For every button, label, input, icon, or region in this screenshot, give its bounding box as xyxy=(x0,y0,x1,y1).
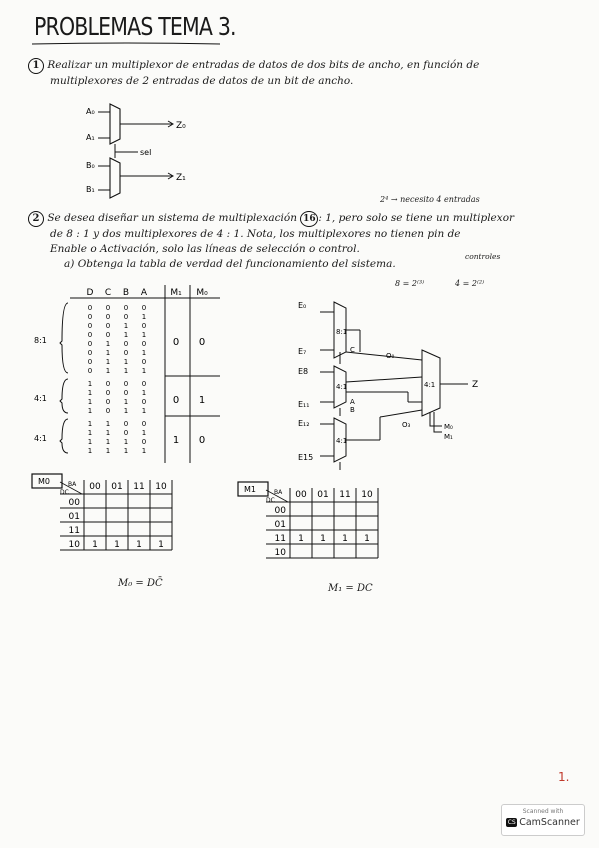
annotation-8: 8 = 2⁽³⁾ xyxy=(395,279,425,288)
truth-cell: 0 xyxy=(123,420,129,428)
kmap-m1-col-header: 00 xyxy=(295,490,307,500)
truth-cell: 1 xyxy=(105,447,111,455)
truth-cell: 1 xyxy=(105,349,111,357)
kmap-m0-cell: 1 xyxy=(136,540,142,550)
label-e12: E₁₂ xyxy=(298,419,310,428)
truth-cell: 0 xyxy=(105,331,111,339)
label-o3: O₃ xyxy=(402,421,411,429)
mux-2to1-top xyxy=(110,104,120,144)
kmap-m1-tag: M1 xyxy=(244,485,256,494)
truth-cell: 1 xyxy=(87,389,93,397)
truth-cell: 0 xyxy=(87,313,93,321)
problem-2-text xyxy=(28,211,593,272)
kmap-m1-row-header: 01 xyxy=(274,520,286,530)
truth-cell: 0 xyxy=(141,340,147,348)
kmap-m0-corner-top: BA xyxy=(68,481,77,488)
kmap-m0-row-header: 10 xyxy=(68,540,80,550)
label-b0: B₀ xyxy=(86,161,95,170)
kmap-m0-corner-left: DC xyxy=(60,489,69,496)
camscanner-badge xyxy=(501,804,585,836)
truth-cell: 1 xyxy=(141,389,147,397)
truth-cell: 1 xyxy=(105,438,111,446)
kmap-m1-corner-top: BA xyxy=(274,489,283,496)
kmap-m1-corner-left: DC xyxy=(266,497,275,504)
kmap-m1-col-header: 10 xyxy=(361,490,373,500)
kmap-m0-cell: 1 xyxy=(92,540,98,550)
truth-header-2: B xyxy=(122,288,130,298)
truth-cell: 1 xyxy=(141,407,147,415)
truth-cell: 0 xyxy=(141,322,147,330)
truth-cell: 1 xyxy=(123,331,129,339)
kmap-m1-col-header: 01 xyxy=(317,490,329,500)
kmap-m1-row-header: 10 xyxy=(274,548,286,558)
truth-m1-value: 0 xyxy=(172,337,180,348)
truth-cell: 1 xyxy=(87,420,93,428)
truth-m1-value: 1 xyxy=(172,435,180,446)
truth-cell: 0 xyxy=(87,322,93,330)
problem-2-number: 2 xyxy=(28,211,44,227)
truth-cell: 1 xyxy=(123,438,129,446)
kmap-m0-row-header: 00 xyxy=(68,498,80,508)
kmap-m1-cell: 1 xyxy=(342,534,348,544)
label-o0: O₀ xyxy=(386,352,395,360)
problem-2-line-1a: Se desea diseñar un sistema de multiplexación xyxy=(47,212,297,224)
truth-cell: 0 xyxy=(87,349,93,357)
truth-cell: 0 xyxy=(141,380,147,388)
truth-group-label: 4:1 xyxy=(34,394,47,403)
kmap-m0-cell: 1 xyxy=(114,540,120,550)
truth-cell: 1 xyxy=(141,429,147,437)
truth-table xyxy=(30,285,230,469)
kmap-m0-col-header: 11 xyxy=(133,482,145,492)
label-a0: A₀ xyxy=(86,107,95,116)
truth-cell: 1 xyxy=(105,420,111,428)
truth-cell: 0 xyxy=(141,304,147,312)
truth-cell: 0 xyxy=(87,367,93,375)
truth-cell: 0 xyxy=(123,313,129,321)
truth-cell: 0 xyxy=(123,349,129,357)
truth-cell: 1 xyxy=(141,447,147,455)
problem-1-text xyxy=(28,58,588,89)
kmap-m0-cell: 1 xyxy=(158,540,164,550)
truth-header-5: M₀ xyxy=(196,288,208,298)
truth-cell: 0 xyxy=(87,331,93,339)
label-a: A xyxy=(350,398,355,406)
truth-cell: 0 xyxy=(123,340,129,348)
camscanner-logo-icon: CS xyxy=(507,819,516,826)
truth-header-1: C xyxy=(104,288,112,298)
kmap-m0-col-header: 10 xyxy=(155,482,167,492)
truth-cell: 0 xyxy=(105,322,111,330)
page-title: PROBLEMAS TEMA 3. xyxy=(34,12,236,41)
label-e11: E₁₁ xyxy=(298,400,310,409)
truth-cell: 0 xyxy=(123,389,129,397)
kmap-m1-row-header: 11 xyxy=(274,534,286,544)
kmap-m0-col-header: 01 xyxy=(111,482,123,492)
kmap-m0-col-header: 00 xyxy=(89,482,101,492)
annotation-4: 4 = 2⁽²⁾ xyxy=(455,279,485,288)
truth-cell: 0 xyxy=(105,389,111,397)
truth-m1-value: 0 xyxy=(172,395,180,406)
label-m0: M₀ xyxy=(444,423,453,431)
label-b1: B₁ xyxy=(86,185,95,194)
truth-cell: 0 xyxy=(141,438,147,446)
truth-cell: 1 xyxy=(105,340,111,348)
kmap-m1-cell: 1 xyxy=(364,534,370,544)
problem-2-line-1b: : 1, pero solo se tiene un multiplexor xyxy=(318,212,515,224)
truth-m0-value: 0 xyxy=(198,435,206,446)
truth-cell: 0 xyxy=(105,313,111,321)
label-e8: E8 xyxy=(298,367,309,376)
label-z1: Z₁ xyxy=(176,173,186,183)
problem-1-line-2: multiplexores de 2 entradas de datos de un bit de ancho. xyxy=(50,75,354,87)
truth-cell: 1 xyxy=(87,407,93,415)
kmap-m1-grid xyxy=(238,482,378,558)
label-e7: E₇ xyxy=(298,347,307,356)
kmap-m1-cell: 1 xyxy=(298,534,304,544)
truth-cell: 1 xyxy=(141,313,147,321)
truth-header-0: D xyxy=(86,288,94,298)
truth-cell: 1 xyxy=(123,398,129,406)
truth-header-4: M₁ xyxy=(170,288,182,298)
mux-2to1-bottom xyxy=(110,158,120,198)
kmap-m0-grid xyxy=(32,474,172,550)
truth-cell: 1 xyxy=(141,367,147,375)
label-e15: E15 xyxy=(298,453,314,462)
truth-header-3: A xyxy=(140,288,148,298)
truth-cell: 1 xyxy=(141,349,147,357)
truth-cell: 0 xyxy=(105,398,111,406)
truth-cell: 1 xyxy=(87,438,93,446)
truth-cell: 0 xyxy=(141,398,147,406)
problem-1-line-1: Realizar un multiplexor de entradas de datos de dos bits de ancho, en función de xyxy=(47,59,480,71)
label-m1: M₁ xyxy=(444,433,453,441)
truth-cell: 0 xyxy=(105,304,111,312)
label-mux-4to1-final: 4:1 xyxy=(424,381,436,389)
truth-cell: 1 xyxy=(123,407,129,415)
annotation-controles: controles xyxy=(465,252,501,261)
kmap-m1-cell: 1 xyxy=(320,534,326,544)
truth-cell: 0 xyxy=(123,429,129,437)
title-underline xyxy=(32,42,222,46)
truth-cell: 0 xyxy=(87,304,93,312)
kmap-m0-result: M₀ = DC̄ xyxy=(118,578,163,589)
problem-2-line-2: de 8 : 1 y dos multiplexores de 4 : 1. Nota, los multiplexores no tienen pin de xyxy=(50,228,461,240)
truth-cell: 0 xyxy=(123,304,129,312)
scanner-line-1: Scanned with xyxy=(522,808,564,815)
truth-cell: 0 xyxy=(87,358,93,366)
page-number: 1. xyxy=(558,770,570,784)
truth-cell: 0 xyxy=(105,380,111,388)
truth-m0-value: 1 xyxy=(198,395,206,406)
truth-cell: 1 xyxy=(123,447,129,455)
kmap-m0-row-header: 11 xyxy=(68,526,80,536)
truth-cell: 0 xyxy=(87,340,93,348)
truth-table-grid xyxy=(34,285,220,463)
problem-1-diagram xyxy=(80,100,210,200)
annotation-2-power-4: 2⁴ → necesito 4 entradas xyxy=(380,195,480,204)
problem-1-number: 1 xyxy=(28,58,44,74)
kmap-m1-col-header: 11 xyxy=(339,490,351,500)
kmap-m1-result: M₁ = DC xyxy=(328,583,373,594)
label-z: Z xyxy=(472,380,479,390)
label-mux-4to1-b: 4:1 xyxy=(336,437,348,445)
problem-2-line-4: a) Obtenga la tabla de verdad del funcionamiento del sistema. xyxy=(64,258,396,270)
truth-cell: 0 xyxy=(141,420,147,428)
label-a1: A₁ xyxy=(86,133,95,142)
kmap-m0-row-header: 01 xyxy=(68,512,80,522)
truth-cell: 0 xyxy=(141,358,147,366)
truth-cell: 1 xyxy=(105,358,111,366)
label-sel: sel xyxy=(140,148,152,157)
truth-cell: 1 xyxy=(87,398,93,406)
circled-16: 16 xyxy=(300,211,318,227)
scanner-line-2: CamScanner xyxy=(519,817,580,828)
truth-group-label: 8:1 xyxy=(34,336,47,345)
label-c: C xyxy=(350,346,355,354)
truth-cell: 1 xyxy=(123,322,129,330)
problem-2-circuit xyxy=(290,292,510,472)
truth-cell: 1 xyxy=(123,358,129,366)
truth-cell: 1 xyxy=(87,380,93,388)
truth-cell: 1 xyxy=(87,429,93,437)
kmap-m1-row-header: 00 xyxy=(274,506,286,516)
truth-cell: 0 xyxy=(105,407,111,415)
truth-cell: 1 xyxy=(141,331,147,339)
label-mux-8to1: 8:1 xyxy=(336,328,348,336)
truth-group-label: 4:1 xyxy=(34,434,47,443)
truth-cell: 1 xyxy=(123,367,129,375)
label-b: B xyxy=(350,406,355,414)
truth-cell: 1 xyxy=(105,367,111,375)
truth-cell: 0 xyxy=(123,380,129,388)
label-mux-4to1-a: 4:1 xyxy=(336,383,348,391)
label-e0: E₀ xyxy=(298,301,307,310)
problem-2-line-3: Enable o Activación, solo las líneas de selección o control. xyxy=(50,243,360,255)
label-z0: Z₀ xyxy=(176,121,186,131)
truth-cell: 1 xyxy=(87,447,93,455)
kmap-m0-tag: M0 xyxy=(38,477,50,486)
truth-cell: 1 xyxy=(105,429,111,437)
truth-m0-value: 0 xyxy=(198,337,206,348)
